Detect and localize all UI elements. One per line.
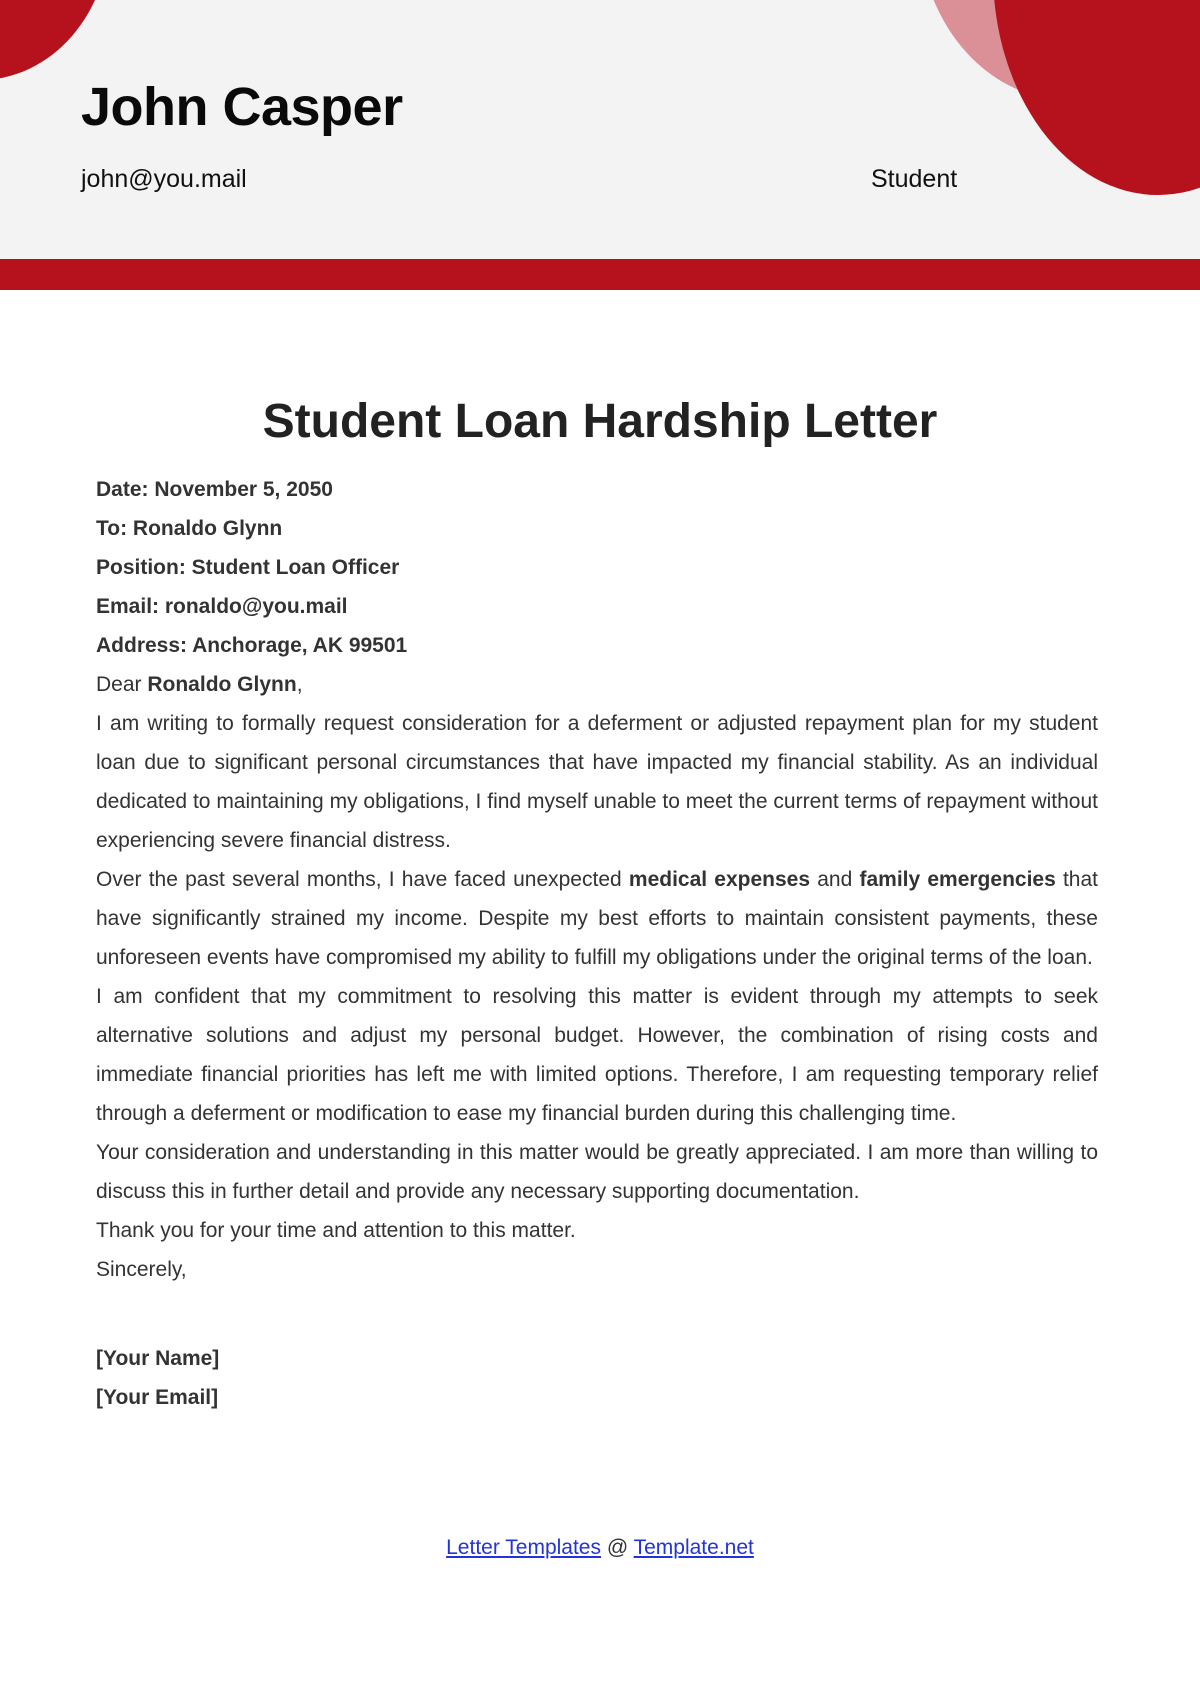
email-line: Email: ronaldo@you.mail (96, 595, 348, 618)
paragraph-3: I am confident that my commitment to resolving this matter is evident through my attempts to seek alternative solutions and adjust my personal budget. However, the combination of rising costs and immediate financial priorities has left me with limited options. Therefore, I am requesting temporary relief through a deferment or modification to ease my financial burden during this challenging time. (96, 985, 1098, 1125)
address-line: Address: Anchorage, AK 99501 (96, 634, 408, 657)
letterhead (0, 0, 1200, 259)
paragraph-4: Your consideration and understanding in this matter would be greatly appreciated. I am more than willing to discuss this in further detail and provide any necessary supporting documentation. (96, 1141, 1098, 1203)
text: and (810, 868, 860, 891)
sender-role: Student (871, 165, 958, 193)
closing: Sincerely, (96, 1258, 187, 1281)
paragraph-2 (96, 860, 1098, 977)
salutation (96, 665, 1098, 704)
bold-text: medical expenses (628, 868, 811, 891)
date-line: Date: November 5, 2050 (96, 478, 333, 501)
paragraph-1: I am writing to formally request consideration for a deferment or adjusted repayment plan for my student loan due to significant personal circumstances that have impacted my financial stability. As an individual dedicated to maintaining my obligations, I find myself unable to meet the current terms of repayment without experiencing severe financial distress. (96, 712, 1098, 852)
decorative-circle (993, 0, 1200, 195)
paragraph-5: Thank you for your time and attention to this matter. (96, 1219, 576, 1242)
text: Over the past several months, I have faced unexpected (96, 868, 629, 891)
bold-text: family emergencies (859, 868, 1056, 891)
letter-body (96, 470, 1098, 1417)
template-net-link[interactable]: Template.net (633, 1536, 754, 1559)
text: that have significantly strained my income. Despite my best efforts to maintain consistent payments, these unforeseen events have compromised my ability to fulfill my obligations under the original terms of the loan. (96, 868, 1099, 969)
decorative-circle (0, 0, 110, 80)
position-line: Position: Student Loan Officer (96, 556, 400, 579)
footer-separator: @ (601, 1536, 634, 1559)
salutation-prefix: Dear (96, 673, 148, 696)
sender-name: John Casper (81, 77, 403, 137)
page-title: Student Loan Hardship Letter (262, 395, 938, 448)
salutation-name: Ronaldo Glynn (147, 673, 297, 696)
sender-email: john@you.mail (81, 165, 247, 193)
signature-name: [Your Name] (96, 1347, 220, 1370)
header-band (0, 259, 1200, 290)
signature-email: [Your Email] (96, 1386, 219, 1409)
salutation-comma: , (296, 673, 303, 696)
footer (0, 1536, 1200, 1560)
recipient-line: To: Ronaldo Glynn (96, 517, 283, 540)
letter-templates-link[interactable]: Letter Templates (446, 1536, 601, 1559)
